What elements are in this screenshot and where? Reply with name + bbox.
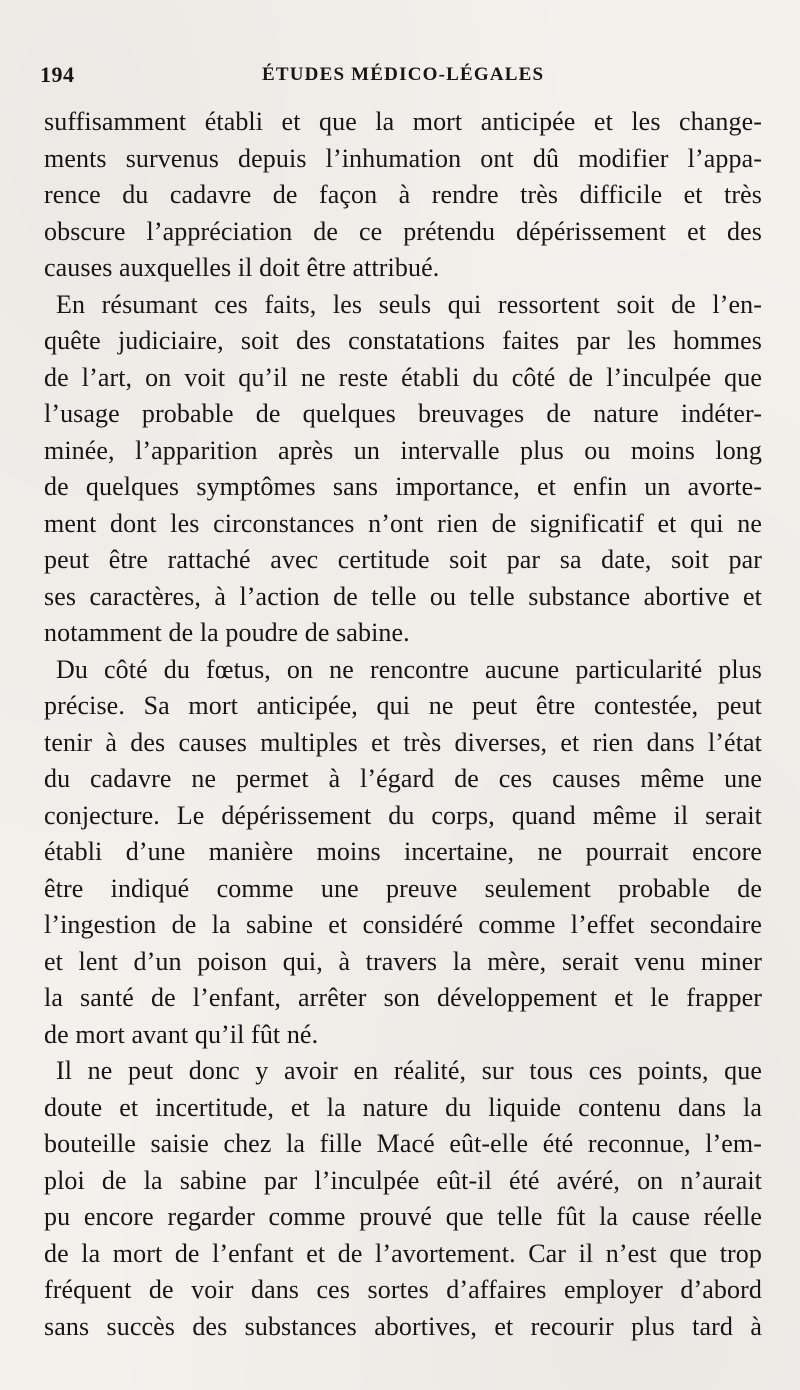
text-line-content: ments survenus depuis l’inhumation ont dû modifier l’appa- (44, 143, 762, 173)
text-line-content: suffisamment établi et que la mort anticipée et les change- (44, 107, 762, 136)
text-line (44, 1272, 762, 1309)
text-line (44, 1017, 762, 1054)
paragraph (44, 287, 762, 652)
text-line (44, 1236, 762, 1273)
paragraph (44, 652, 762, 1054)
text-line-content: l’ingestion de la sabine et considéré comme l’effet secondaire (44, 910, 762, 939)
text-line (44, 725, 762, 762)
text-line (44, 542, 762, 579)
text-line-content: ploi de la sabine par l’inculpée eût-il été avéré, on n’aurait (44, 1165, 762, 1195)
text-line (44, 177, 762, 214)
running-title: ÉTUDES MÉDICO-LÉGALES (262, 64, 545, 85)
text-line-content: bouteille saisie chez la fille Macé eût-elle été reconnue, l’em- (44, 1129, 762, 1158)
text-line (44, 1090, 762, 1127)
text-line (44, 1199, 762, 1236)
text-line (44, 579, 762, 616)
body-text (44, 104, 762, 1345)
text-line-content: de quelques symptômes sans importance, et enfin un avorte- (44, 472, 762, 501)
text-line (44, 104, 762, 141)
text-line-content: et lent d’un poison qui, à travers la mère, serait venu miner (44, 946, 762, 976)
paragraph (44, 104, 762, 287)
text-line-content: Il ne peut donc y avoir en réalité, sur tous ces points, que (56, 1056, 762, 1085)
text-line-content: de mort avant qu’il fût né. (44, 1019, 319, 1049)
text-line (44, 980, 762, 1017)
text-line-content: sans succès des substances abortives, et recourir plus tard à (44, 1311, 762, 1341)
text-line-content: minée, l’apparition après un intervalle plus ou moins long (44, 435, 762, 465)
text-line-content: Du côté du fœtus, on ne rencontre aucune particularité plus (56, 654, 762, 684)
text-line (44, 688, 762, 725)
text-line (44, 652, 762, 689)
text-line-content: l’usage probable de quelques breuvages de nature indéter- (44, 399, 762, 428)
text-line (44, 798, 762, 835)
text-line-content: fréquent de voir dans ces sortes d’affaires employer d’abord (44, 1275, 762, 1304)
text-line (44, 141, 762, 178)
text-line (44, 469, 762, 506)
text-line (44, 360, 762, 397)
running-head (40, 62, 760, 92)
text-line-content: rence du cadavre de façon à rendre très difficile et très (44, 180, 762, 209)
text-line-content: doute et incertitude, et la nature du liquide contenu dans la (44, 1092, 762, 1122)
text-line (44, 506, 762, 543)
text-line (44, 1053, 762, 1090)
text-line (44, 1309, 762, 1346)
text-line-content: précise. Sa mort anticipée, qui ne peut être contestée, peut (44, 691, 762, 720)
text-line (44, 323, 762, 360)
text-line-content: de la mort de l’enfant et de l’avortement. Car il n’est que trop (44, 1238, 762, 1268)
text-line-content: pu encore regarder comme prouvé que telle fût la cause réelle (44, 1202, 762, 1231)
paragraph (44, 1053, 762, 1345)
text-line (44, 834, 762, 871)
text-line-content: la santé de l’enfant, arrêter son développement et le frapper (44, 983, 762, 1012)
text-line (44, 214, 762, 251)
text-line (44, 1163, 762, 1200)
text-line-content: conjecture. Le dépérissement du corps, quand même il serait (44, 800, 762, 830)
text-line (44, 944, 762, 981)
text-line (44, 250, 762, 287)
text-line-content: ment dont les circonstances n’ont rien de significatif et qui ne (44, 508, 762, 538)
text-line (44, 615, 762, 652)
text-line-content: ses caractères, à l’action de telle ou telle substance abortive et (44, 581, 762, 611)
text-line (44, 1126, 762, 1163)
text-line-content: du cadavre ne permet à l’égard de ces causes même une (44, 764, 762, 793)
text-line-content: notamment de la poudre de sabine. (44, 618, 410, 647)
text-line-content: causes auxquelles il doit être attribué. (44, 253, 440, 282)
text-line-content: obscure l’appréciation de ce prétendu dépérissement et des (44, 216, 762, 246)
text-line-content: En résumant ces faits, les seuls qui ressortent soit de l’en- (56, 289, 762, 319)
text-line (44, 287, 762, 324)
page-number: 194 (40, 62, 75, 87)
text-line-content: de l’art, on voit qu’il ne reste établi du côté de l’inculpée que (44, 362, 762, 392)
text-line (44, 907, 762, 944)
text-line-content: être indiqué comme une preuve seulement probable de (44, 873, 762, 903)
text-line (44, 871, 762, 908)
text-line-content: tenir à des causes multiples et très diverses, et rien dans l’état (44, 727, 762, 757)
text-line-content: établi d’une manière moins incertaine, ne pourrait encore (44, 837, 762, 866)
text-line-content: quête judiciaire, soit des constatations faites par les hommes (44, 326, 762, 355)
text-line (44, 761, 762, 798)
text-line-content: peut être rattaché avec certitude soit par sa date, soit par (44, 545, 762, 574)
text-line (44, 396, 762, 433)
text-line (44, 433, 762, 470)
